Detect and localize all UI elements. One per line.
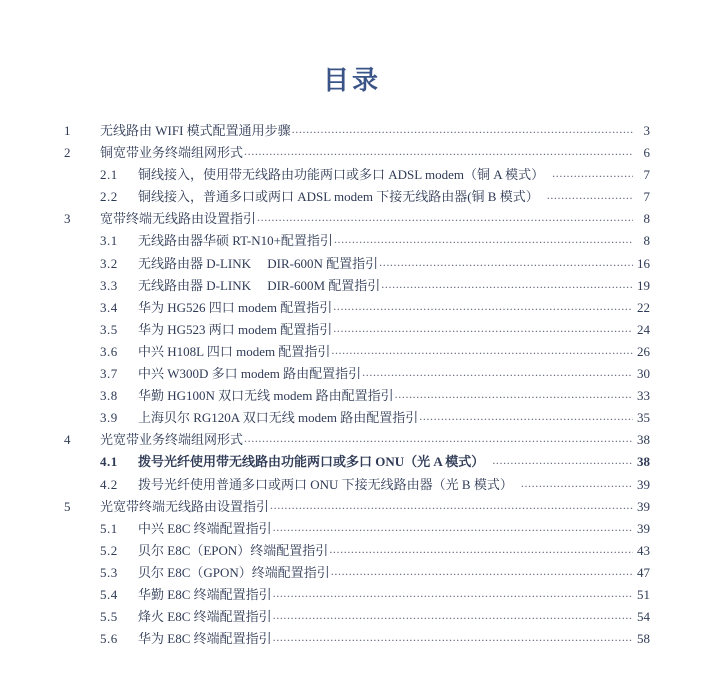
toc-entry-title: 无线路由器华硕 RT-N10+配置指引 — [138, 233, 333, 249]
toc-entry-title: 华为 HG526 四口 modem 配置指引 — [138, 299, 333, 315]
toc-dot-leader — [381, 277, 633, 290]
toc-entry[interactable] — [64, 451, 650, 473]
toc-entry[interactable] — [64, 253, 650, 275]
toc-dot-leader — [552, 166, 633, 179]
toc-entry-title: 铜宽带业务终端组网形式 — [100, 145, 244, 161]
toc-entry-page-number: 33 — [637, 388, 650, 404]
toc-entry[interactable] — [64, 275, 650, 297]
toc-entry[interactable] — [64, 540, 650, 562]
toc-entry[interactable] — [64, 297, 650, 319]
toc-entry-page-number: 7 — [643, 189, 650, 205]
toc-entry[interactable] — [64, 606, 650, 628]
toc-entry-title: 中兴 E8C 终端配置指引 — [138, 520, 272, 536]
toc-dot-leader — [521, 476, 633, 489]
toc-entry-title: 无线路由 WIFI 模式配置通用步骤 — [100, 123, 291, 138]
toc-entry-page-number: 22 — [637, 299, 650, 315]
toc-entry-page-number: 24 — [637, 321, 650, 337]
toc-entry[interactable] — [64, 164, 650, 186]
toc-entry-number: 3.3 — [100, 277, 118, 293]
toc-dot-leader — [379, 255, 633, 268]
toc-entry-page-number: 19 — [637, 277, 650, 293]
toc-entry-page-number: 39 — [637, 520, 650, 536]
toc-entry-title: 贝尔 E8C（EPON）终端配置指引 — [138, 542, 329, 558]
toc-dot-leader — [362, 365, 633, 378]
toc-entry-title: 拨号光纤使用普通多口或两口 ONU 下接无线路由器（光 B 模式） — [138, 476, 513, 492]
toc-entry-number: 3.9 — [100, 410, 118, 426]
toc-entry-title: 上海贝尔 RG120A 双口无线 modem 路由配置指引 — [138, 410, 419, 426]
toc-entry-number: 5.4 — [100, 586, 118, 602]
toc-entry-number: 3.4 — [100, 299, 118, 315]
toc-entry-title: 无线路由器 D-LINK DIR-600M 配置指引 — [138, 277, 381, 293]
toc-entry-title: 华为 HG523 两口 modem 配置指引 — [138, 321, 333, 337]
toc-dot-leader — [273, 520, 633, 533]
toc-entry-title: 铜线接入，使用带无线路由功能两口或多口 ADSL modem（铜 A 模式） — [138, 167, 545, 183]
toc-entry-number: 3.5 — [100, 321, 118, 337]
toc-entry-number: 3 — [64, 211, 71, 227]
toc-entry-number: 5.5 — [100, 609, 118, 625]
toc-dot-leader — [419, 409, 633, 422]
toc-entry-title: 烽火 E8C 终端配置指引 — [138, 609, 272, 625]
toc-entry-number: 5 — [64, 498, 71, 514]
toc-dot-leader — [492, 453, 633, 466]
toc-entry-number: 3.6 — [100, 343, 118, 359]
toc-entry[interactable] — [64, 474, 650, 496]
toc-entry-page-number: 39 — [637, 476, 650, 492]
toc-entry-number: 4 — [64, 432, 71, 448]
toc-entry-page-number: 35 — [637, 410, 650, 426]
toc-entry-number: 2.2 — [100, 189, 118, 205]
toc-entry[interactable] — [64, 120, 650, 142]
toc-dot-leader — [273, 608, 633, 621]
toc-entry-page-number: 6 — [643, 145, 650, 161]
toc-entry-page-number: 51 — [637, 586, 650, 602]
toc-dot-leader — [329, 542, 633, 555]
toc-entry-page-number: 39 — [637, 498, 650, 514]
toc-entry-page-number: 38 — [637, 454, 650, 470]
toc-entry-number: 3.1 — [100, 233, 118, 249]
toc-entry-title: 华勤 E8C 终端配置指引 — [138, 586, 272, 602]
toc-entry[interactable] — [64, 319, 650, 341]
toc-entry[interactable] — [64, 142, 650, 164]
toc-entry-number: 4.2 — [100, 476, 118, 492]
toc-entry-list — [0, 120, 704, 650]
toc-entry-number: 4.1 — [100, 454, 118, 470]
toc-entry-number: 5.2 — [100, 542, 118, 558]
toc-entry[interactable] — [64, 363, 650, 385]
toc-entry-number: 3.7 — [100, 366, 118, 382]
page-title: 目录 — [322, 66, 381, 95]
toc-dot-leader — [244, 431, 633, 444]
toc-dot-leader — [334, 232, 633, 245]
toc-entry[interactable] — [64, 562, 650, 584]
toc-entry-page-number: 16 — [637, 255, 650, 271]
toc-entry-number: 2.1 — [100, 167, 118, 183]
toc-entry-page-number: 30 — [637, 366, 650, 382]
toc-entry[interactable] — [64, 584, 650, 606]
toc-entry-page-number: 38 — [637, 432, 650, 448]
toc-dot-leader — [244, 144, 633, 157]
toc-dot-leader — [331, 343, 633, 356]
toc-dot-leader — [333, 299, 633, 312]
toc-entry-title: 华为 E8C 终端配置指引 — [138, 631, 272, 647]
toc-dot-leader — [273, 630, 633, 643]
toc-entry[interactable] — [64, 518, 650, 540]
toc-entry-page-number: 8 — [643, 211, 650, 227]
toc-entry-title: 拨号光纤使用带无线路由功能两口或多口 ONU（光 A 模式） — [138, 454, 485, 470]
toc-entry-page-number: 58 — [637, 631, 650, 647]
toc-dot-leader — [395, 387, 633, 400]
toc-entry-page-number: 43 — [637, 542, 650, 558]
toc-entry-title: 中兴 H108L 四口 modem 配置指引 — [138, 343, 331, 359]
toc-entry-number: 3.8 — [100, 388, 118, 404]
toc-entry-page-number: 3 — [643, 123, 650, 138]
toc-dot-leader — [270, 498, 633, 511]
toc-entry-page-number: 8 — [643, 233, 650, 249]
toc-dot-leader — [331, 564, 633, 577]
toc-entry-number: 5.3 — [100, 564, 118, 580]
toc-entry-page-number: 26 — [637, 343, 650, 359]
toc-entry[interactable] — [64, 341, 650, 363]
toc-dot-leader — [333, 321, 633, 334]
toc-entry-number: 5.1 — [100, 520, 118, 536]
toc-entry-title: 无线路由器 D-LINK DIR-600N 配置指引 — [138, 255, 379, 271]
toc-entry-title: 光宽带终端无线路由设置指引 — [100, 498, 270, 514]
toc-entry-page-number: 7 — [643, 167, 650, 183]
toc-entry-page-number: 47 — [637, 564, 650, 580]
toc-entry-page-number: 54 — [637, 609, 650, 625]
toc-entry-number: 2 — [64, 145, 71, 161]
toc-entry-title: 宽带终端无线路由设置指引 — [100, 211, 257, 227]
toc-dot-leader — [547, 188, 633, 201]
toc-entry[interactable] — [64, 385, 650, 407]
toc-entry[interactable] — [64, 429, 650, 451]
toc-entry-title: 华勤 HG100N 双口无线 modem 路由配置指引 — [138, 388, 394, 404]
toc-entry-number: 3.2 — [100, 255, 118, 271]
toc-entry-title: 贝尔 E8C（GPON）终端配置指引 — [138, 564, 330, 580]
toc-entry-title: 铜线接入，普通多口或两口 ADSL modem 下接无线路由器(铜 B 模式） — [138, 189, 539, 205]
toc-dot-leader — [257, 210, 633, 223]
toc-dot-leader — [273, 586, 633, 599]
toc-dot-leader — [292, 122, 633, 135]
toc-entry-title: 光宽带业务终端组网形式 — [100, 432, 244, 448]
toc-entry-number: 5.6 — [100, 631, 118, 647]
toc-entry[interactable] — [64, 186, 650, 208]
toc-entry[interactable] — [64, 208, 650, 230]
toc-entry[interactable] — [64, 230, 650, 252]
toc-entry[interactable] — [64, 407, 650, 429]
toc-entry[interactable] — [64, 628, 650, 650]
toc-entry[interactable] — [64, 496, 650, 518]
toc-entry-number: 1 — [64, 123, 71, 138]
toc-entry-title: 中兴 W300D 多口 modem 路由配置指引 — [138, 366, 362, 382]
